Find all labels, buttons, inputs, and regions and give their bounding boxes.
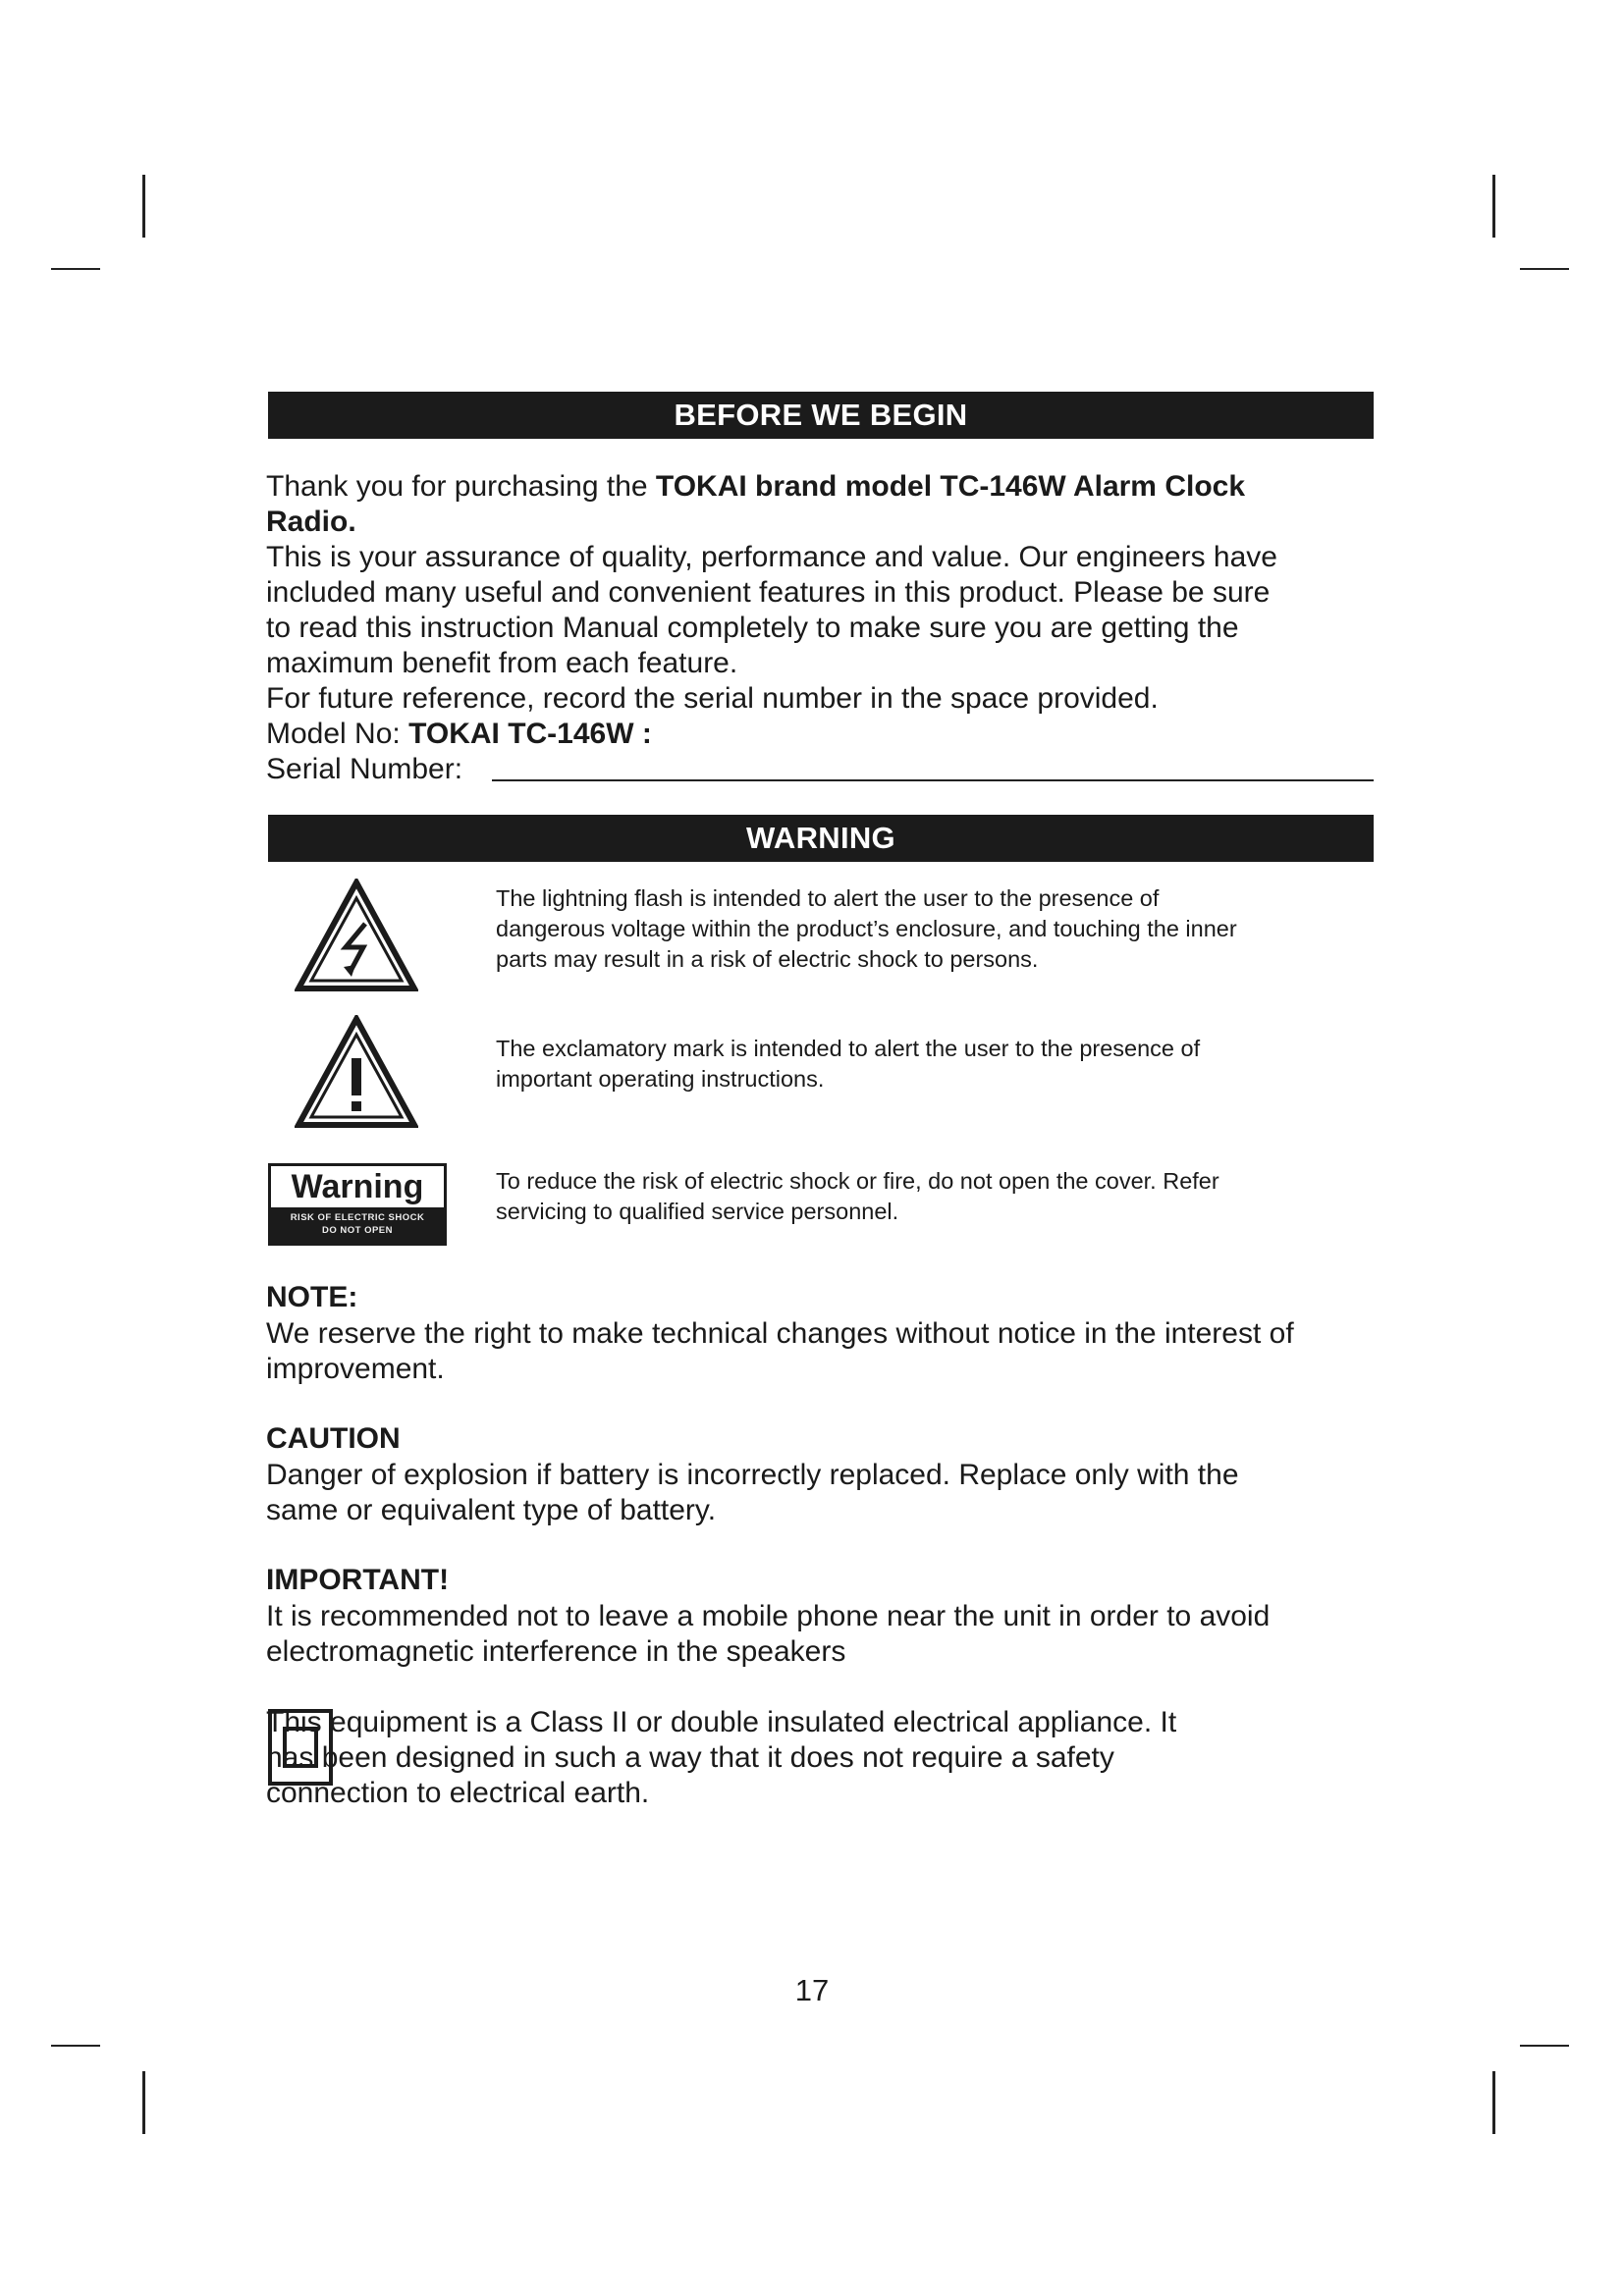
warning-label-subtext: DO NOT OPEN xyxy=(321,1225,393,1236)
intro-section xyxy=(266,469,1385,787)
intro-text-line: included many useful and convenient features in this product. Please be sure xyxy=(266,576,1271,609)
warning-banner: WARNING xyxy=(268,815,1374,862)
crop-mark xyxy=(1492,175,1495,238)
serial-number-label: Serial Number: xyxy=(266,753,463,785)
crop-mark xyxy=(51,268,100,270)
exclamation-warning-text: The exclamatory mark is intended to alert the user to the presence of important operating instructions. xyxy=(496,1036,1201,1092)
exclamation-warning-icon xyxy=(295,1015,418,1129)
product-name: TOKAI brand model TC-146W Alarm Clock xyxy=(655,470,1246,503)
lightning-warning-text: The lightning flash is intended to alert the user to the presence of dangerous voltage within the product’s enclosure, and touching the inner parts may result in a risk of electric shock to persons. xyxy=(496,885,1237,972)
page-number: 17 xyxy=(794,1973,830,2007)
warning-label-subtext: RISK OF ELECTRIC SHOCK xyxy=(290,1212,425,1223)
intro-line: Radio. xyxy=(266,506,356,538)
warning-label-title: Warning xyxy=(271,1166,444,1207)
intro-text-line: For future reference, record the serial number in the space provided. xyxy=(266,682,1159,715)
intro-text-line: maximum benefit from each feature. xyxy=(266,647,738,679)
before-we-begin-banner: BEFORE WE BEGIN xyxy=(268,392,1374,439)
intro-text-line: to read this instruction Manual completely to make sure you are getting the xyxy=(266,612,1239,644)
note-text: We reserve the right to make technical changes without notice in the interest of improvement. xyxy=(266,1317,1294,1385)
class2-text: This equipment is a Class II or double insulated electrical appliance. It has been designed in such a way that it does not require a safety connection to electrical earth. xyxy=(266,1706,1177,1809)
crop-mark xyxy=(142,2071,145,2134)
warning-label-icon xyxy=(268,1163,447,1246)
intro-text-line: This is your assurance of quality, performance and value. Our engineers have xyxy=(266,541,1277,573)
caution-heading: CAUTION xyxy=(266,1422,401,1455)
intro-line: Thank you for purchasing the TOKAI brand model TC-146W Alarm Clock xyxy=(266,470,1246,503)
crop-mark xyxy=(1520,2045,1569,2047)
crop-mark xyxy=(1520,268,1569,270)
crop-mark xyxy=(51,2045,100,2047)
caution-text: Danger of explosion if battery is incorrectly replaced. Replace only with the same or equivalent type of battery. xyxy=(266,1459,1239,1526)
model-number: Model No: TOKAI TC-146W : xyxy=(266,718,652,750)
double-insulation-icon xyxy=(268,1709,333,1786)
important-text: It is recommended not to leave a mobile phone near the unit in order to avoid electromagnetic interference in the speakers xyxy=(266,1600,1271,1668)
serial-number-blank xyxy=(492,779,1374,781)
crop-mark xyxy=(142,175,145,238)
crop-mark xyxy=(1492,2071,1495,2134)
note-heading: NOTE: xyxy=(266,1281,358,1313)
warning-label-text: To reduce the risk of electric shock or fire, do not open the cover. Refer servicing to qualified service personnel. xyxy=(496,1168,1219,1224)
important-heading: IMPORTANT! xyxy=(266,1564,450,1596)
lightning-warning-icon xyxy=(295,879,418,992)
